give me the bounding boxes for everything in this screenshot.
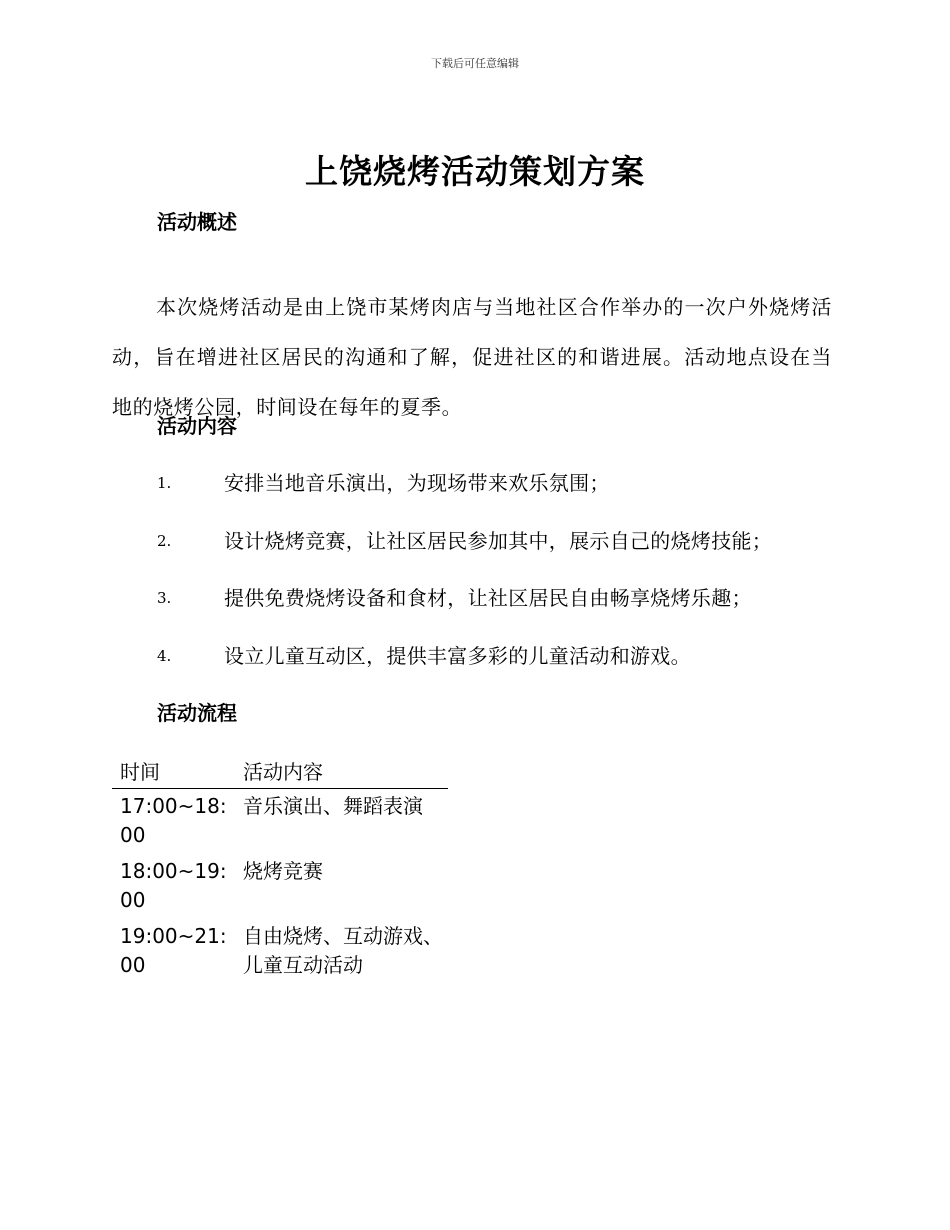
list-item-text: 设计烧烤竞赛，让社区居民参加其中，展示自己的烧烤技能； [224, 529, 773, 553]
document-title: 上饶烧烤活动策划方案 [305, 152, 645, 191]
table-cell-time: 19:00~21:00 [120, 924, 227, 977]
table-cell-activity: 自由烧烤、互动游戏、儿童互动活动 [243, 924, 443, 977]
table-header-row [112, 756, 448, 789]
page-header-note: 下载后可任意编辑 [431, 57, 519, 70]
table-header-activity: 活动内容 [235, 756, 448, 789]
table-cell-time: 17:00~18:00 [120, 794, 227, 847]
list-item-number: 3. [157, 589, 172, 607]
overview-paragraph: 本次烧烤活动是由上饶市某烤肉店与当地社区合作举办的一次户外烧烤活动，旨在增进社区居民的沟通和了解，促进社区的和谐进展。活动地点设在当地的烧烤公园，时间设在每年的夏季。 [112, 295, 832, 419]
table-header-time: 时间 [112, 756, 235, 789]
table-cell-time: 18:00~19:00 [120, 859, 227, 912]
list-item-number: 2. [157, 532, 172, 550]
schedule-table [112, 756, 448, 984]
table-row [112, 854, 448, 919]
section-heading-content: 活动内容 [157, 414, 237, 438]
list-item-text: 安排当地音乐演出，为现场带来欢乐氛围； [224, 471, 610, 495]
table-cell-activity: 烧烤竞赛 [243, 859, 323, 883]
table-row [112, 789, 448, 855]
section-heading-overview: 活动概述 [157, 210, 237, 234]
list-item-number: 4. [157, 647, 172, 665]
list-item [157, 583, 837, 613]
list-item [157, 468, 837, 498]
list-item-number: 1. [157, 474, 172, 492]
table-cell-activity: 音乐演出、舞蹈表演 [243, 794, 423, 818]
list-item-text: 提供免费烧烤设备和食材，让社区居民自由畅享烧烤乐趣； [224, 586, 752, 610]
list-item [157, 641, 837, 671]
list-item-text: 设立儿童互动区，提供丰富多彩的儿童活动和游戏。 [224, 644, 691, 668]
table-row [112, 919, 448, 984]
list-item [157, 526, 837, 556]
section-heading-process: 活动流程 [157, 701, 237, 725]
